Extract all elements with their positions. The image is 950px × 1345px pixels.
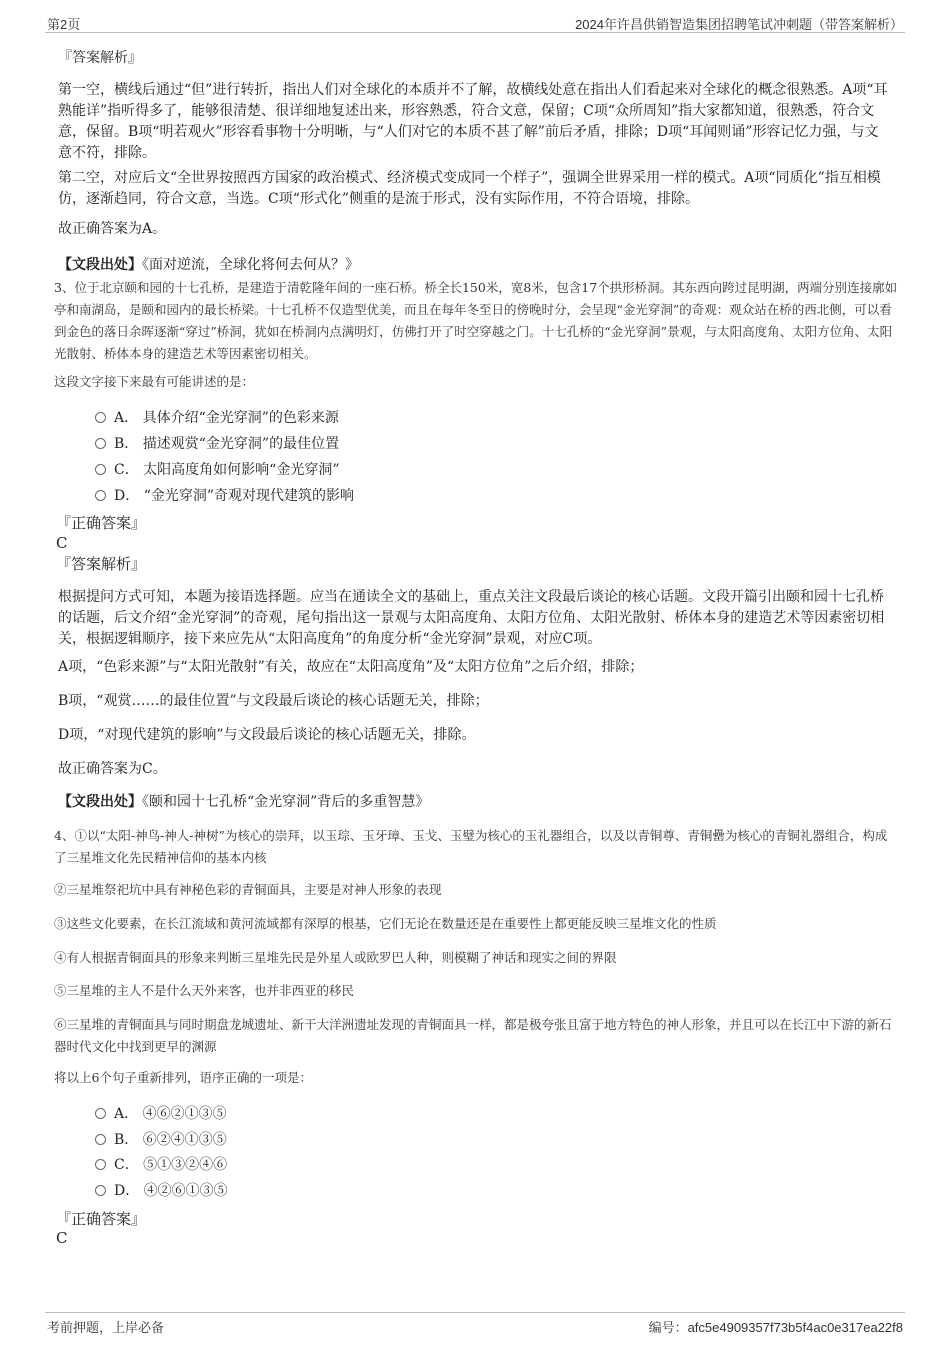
option-text: ④⑥②①③⑤ bbox=[142, 1106, 227, 1122]
q4-question: 将以上6个句子重新排列，语序正确的一项是： bbox=[54, 1070, 312, 1085]
q4-sentence-4: ④有人根据青铜面具的形象来判断三星堆先民是外星人或欧罗巴人种，则模糊了神话和现实之间的界限 bbox=[54, 950, 617, 965]
radio-icon[interactable] bbox=[95, 1108, 106, 1119]
q4-answer: C bbox=[56, 1229, 68, 1247]
q4-option-b[interactable] bbox=[95, 1130, 227, 1150]
radio-icon[interactable] bbox=[95, 490, 106, 501]
q3-analysis-paragraph-2: A项，“色彩来源”与“太阳光散射”有关，故应在“太阳高度角”及“太阳方位角”之后介绍，排除； bbox=[58, 659, 644, 675]
option-letter: D． bbox=[114, 1183, 140, 1199]
q3-analysis-conclusion: 故正确答案为C。 bbox=[58, 761, 167, 777]
option-text: 具体介绍“金光穿洞”的色彩来源 bbox=[142, 410, 339, 426]
q4-option-c[interactable] bbox=[95, 1155, 227, 1175]
q3-stem: 3、位于北京颐和园的十七孔桥，是建造于清乾隆年间的一座石桥。桥全长150米，宽8米，包含17个拱形桥洞。其东西向跨过昆明湖，两端分别连接廓如亭和南湖岛，是颐和园内的最长桥梁。十七孔桥不仅造型优美，而且在每年冬至日的傍晚时分，会呈现“金光穿洞”的奇观：观众站在桥的西北侧，可以看到金色的落日余晖逐渐“穿过”桥洞，犹如在桥洞内点满明灯，仿佛打开了时空穿越之门。十七孔桥的“金光穿洞”景观，与太阳高度角、太阳方位角、太阳光散射、桥体本身的建造艺术等因素密切相关。 bbox=[54, 280, 898, 361]
q4-sentence-5: ⑤三星堆的主人不是什么天外来客，也并非西亚的移民 bbox=[54, 983, 355, 998]
q3-answer-label: 『正确答案』 bbox=[56, 514, 147, 532]
option-letter: C． bbox=[114, 1157, 139, 1173]
page-header bbox=[45, 12, 905, 33]
q3-analysis-paragraph-1: 根据提问方式可知，本题为接语选择题。应当在通读全文的基础上，重点关注文段最后谈论的核心话题。文段开篇引出颐和园十七孔桥的话题，后文介绍“金光穿洞”的奇观，尾句指出这一景观与太阳高度角、太阳方位角、太阳光散射、桥体本身的建造艺术等因素密切相关，根据逻辑顺序，接下来应先从“太阳高度角”的角度分析“金光穿洞”景观，对应C项。 bbox=[58, 589, 885, 647]
q4-sentence-3: ③这些文化要素，在长江流域和黄河流域都有深厚的根基，它们无论在数量还是在重要性上都更能反映三星堆文化的性质 bbox=[54, 916, 717, 931]
q3-option-b[interactable] bbox=[95, 434, 339, 454]
q3-analysis-paragraph-3: B项，“观赏……的最佳位置”与文段最后谈论的核心话题无关，排除； bbox=[58, 693, 489, 709]
q2-analysis-paragraph-1: 第一空，横线后通过“但”进行转折，指出人们对全球化的本质并不了解，故横线处意在指出人们看起来对全球化的概念很熟悉。A项“耳熟能详”指听得多了，能够很清楚、很详细地复述出来，形容熟悉，符合文意，保留；C项“众所周知”指大家都知道，很熟悉，符合文意，保留。B项“明若观火”形容看事物十分明晰，与“人们对它的本质不甚了解”前后矛盾，排除；D项“耳闻则诵”形容记忆力强，与文意不符，排除。 bbox=[58, 82, 888, 161]
q2-analysis-paragraph-2: 第二空，对应后文“全世界按照西方国家的政治模式、经济模式变成同一个样子”，强调全世界采用一样的模式。A项“同质化”指互相模仿，逐渐趋同，符合文意，当选。C项“形式化”侧重的是流于形式，没有实际作用，不符合语境，排除。 bbox=[58, 170, 881, 207]
option-letter: A． bbox=[114, 410, 139, 426]
document-id: 编号：afc5e4909357f73b5f4ac0e317ea22f8 bbox=[648, 1320, 903, 1335]
q2-analysis-label: 『答案解析』 bbox=[58, 50, 142, 66]
option-letter: D． bbox=[114, 488, 140, 504]
option-text: 太阳高度角如何影响“金光穿洞” bbox=[143, 462, 340, 478]
page-footer bbox=[45, 1312, 905, 1335]
q2-source-title: 《面对逆流，全球化将何去何从？》 bbox=[142, 257, 359, 273]
q3-question: 这段文字接下来最有可能讲述的是： bbox=[54, 374, 255, 389]
radio-icon[interactable] bbox=[95, 438, 106, 449]
q2-source bbox=[58, 255, 359, 275]
q4-answer-label: 『正确答案』 bbox=[56, 1210, 147, 1228]
document-title: 2024年许昌供销智造集团招聘笔试冲刺题（带答案解析） bbox=[575, 17, 903, 32]
page-number: 第2页 bbox=[47, 17, 81, 32]
radio-icon[interactable] bbox=[95, 464, 106, 475]
option-letter: B． bbox=[114, 436, 139, 452]
q3-option-d[interactable] bbox=[95, 486, 354, 506]
q4-option-d[interactable] bbox=[95, 1181, 228, 1201]
q4-option-a[interactable] bbox=[95, 1104, 227, 1124]
option-text: ⑤①③②④⑥ bbox=[143, 1157, 228, 1173]
option-letter: C． bbox=[114, 462, 139, 478]
q2-source-label: 【文段出处】 bbox=[58, 257, 142, 273]
option-text: “金光穿洞”奇观对现代建筑的影响 bbox=[143, 488, 355, 504]
q3-option-a[interactable] bbox=[95, 408, 339, 428]
option-letter: A． bbox=[114, 1106, 139, 1122]
option-text: 描述观赏“金光穿洞”的最佳位置 bbox=[142, 436, 340, 452]
radio-icon[interactable] bbox=[95, 1134, 106, 1145]
radio-icon[interactable] bbox=[95, 1159, 106, 1170]
q4-sentence-1: 4、①以“太阳-神鸟-神人-神树”为核心的崇拜，以玉琮、玉牙璋、玉戈、玉璧为核心的玉礼器组合，以及以青铜尊、青铜罍为核心的青铜礼器组合，构成了三星堆文化先民精神信仰的基本内核 bbox=[54, 828, 888, 865]
option-letter: B． bbox=[114, 1132, 139, 1148]
q4-sentence-6: ⑥三星堆的青铜面具与同时期盘龙城遗址、新干大洋洲遗址发现的青铜面具一样，都是极夸张且富于地方特色的神人形象，并且可以在长江中下游的新石器时代文化中找到更早的渊源 bbox=[54, 1017, 892, 1054]
q3-analysis-label: 『答案解析』 bbox=[56, 555, 147, 573]
option-text: ⑥②④①③⑤ bbox=[142, 1132, 227, 1148]
q4-sentence-2: ②三星堆祭祀坑中具有神秘色彩的青铜面具，主要是对神人形象的表现 bbox=[54, 882, 442, 897]
radio-icon[interactable] bbox=[95, 412, 106, 423]
q3-source-label: 【文段出处】 bbox=[58, 794, 142, 810]
q2-analysis-conclusion: 故正确答案为A。 bbox=[58, 221, 167, 237]
q3-analysis-paragraph-4: D项，“对现代建筑的影响”与文段最后谈论的核心话题无关，排除。 bbox=[58, 727, 476, 743]
q3-option-c[interactable] bbox=[95, 460, 340, 480]
q3-source-title: 《颐和园十七孔桥“金光穿洞”背后的多重智慧》 bbox=[142, 794, 430, 810]
radio-icon[interactable] bbox=[95, 1185, 106, 1196]
q3-answer: C bbox=[56, 534, 68, 552]
option-text: ④②⑥①③⑤ bbox=[143, 1183, 228, 1199]
footer-slogan: 考前押题，上岸必备 bbox=[47, 1320, 165, 1335]
q3-source bbox=[58, 792, 429, 812]
